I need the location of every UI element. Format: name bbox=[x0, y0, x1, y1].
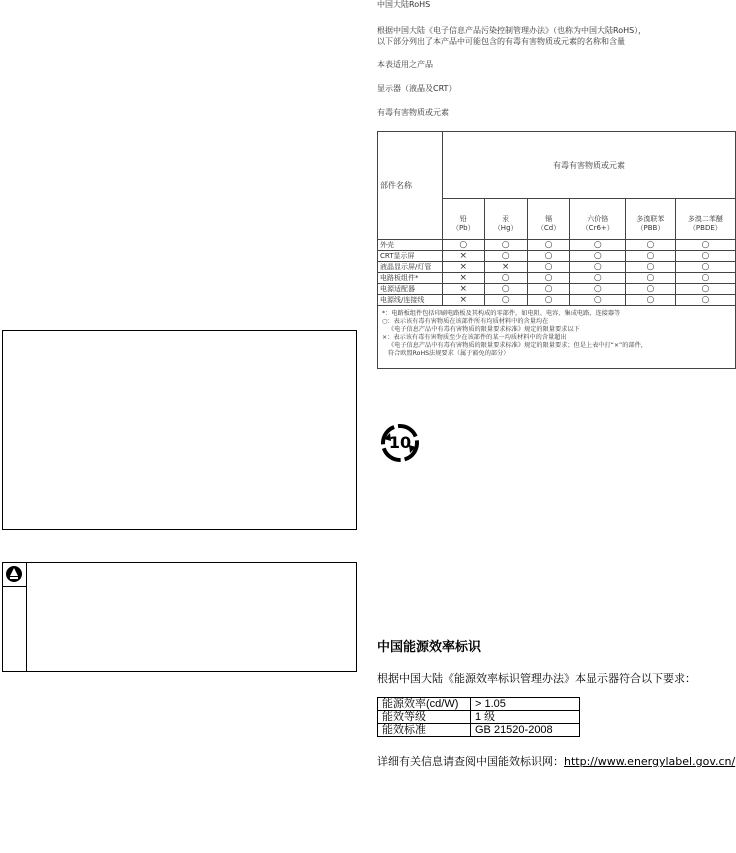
rohs-applies: 本表适用之产品 bbox=[377, 60, 433, 69]
substance-mark: ○ bbox=[570, 273, 626, 284]
rohs-heading: 中国大陆RoHS bbox=[377, 0, 431, 9]
warning-divider bbox=[26, 563, 27, 671]
substance-mark: ○ bbox=[675, 262, 735, 273]
energy-row bbox=[378, 724, 580, 737]
substance-mark: ○ bbox=[527, 295, 570, 306]
empty-box bbox=[2, 330, 357, 530]
substance-mark: ○ bbox=[484, 251, 527, 262]
rohs-intro-line2: 以下部分列出了本产品中可能包含的有毒有害物质或元素的名称和含量 bbox=[377, 37, 625, 46]
substance-mark: ○ bbox=[443, 240, 485, 251]
substance-mark: ○ bbox=[527, 262, 570, 273]
substance-mark: ○ bbox=[570, 295, 626, 306]
part-name: 外壳 bbox=[378, 240, 443, 251]
substance-mark: × bbox=[443, 273, 485, 284]
col-header: 镉 （Cd） bbox=[527, 199, 570, 240]
substance-mark: ○ bbox=[484, 295, 527, 306]
part-name: 电源线/连接线 bbox=[378, 295, 443, 306]
energy-value: GB 21520-2008 bbox=[471, 724, 580, 737]
table-row bbox=[378, 251, 736, 262]
substance-mark: ○ bbox=[527, 240, 570, 251]
table-row bbox=[378, 273, 736, 284]
energy-label: 能效标准 bbox=[378, 724, 471, 737]
group-header: 有毒有害物质或元素 bbox=[443, 132, 736, 199]
col-header: 多溴二苯醚 （PBDE） bbox=[675, 199, 735, 240]
energy-info-text: 详细有关信息请查阅中国能效标识网： bbox=[377, 755, 564, 768]
substance-mark: × bbox=[443, 251, 485, 262]
substance-mark: ○ bbox=[484, 240, 527, 251]
energylabel-link[interactable]: http://www.energylabel.gov.cn/ bbox=[564, 755, 736, 768]
energy-row bbox=[378, 698, 580, 711]
col-header: 汞 （Hg） bbox=[484, 199, 527, 240]
energy-title: 中国能源效率标识 bbox=[377, 640, 482, 655]
part-name: CRT显示屏 bbox=[378, 251, 443, 262]
part-name: 液晶显示屏/灯管 bbox=[378, 262, 443, 273]
part-name: 电源适配器 bbox=[378, 284, 443, 295]
energy-value: 1 级 bbox=[471, 711, 580, 724]
substance-mark: ○ bbox=[484, 284, 527, 295]
table-row bbox=[378, 295, 736, 306]
substance-mark: ○ bbox=[527, 251, 570, 262]
warning-box bbox=[2, 562, 357, 672]
substance-mark: ○ bbox=[484, 273, 527, 284]
substance-mark: ○ bbox=[527, 273, 570, 284]
substance-mark: ○ bbox=[626, 262, 676, 273]
substance-mark: ○ bbox=[675, 273, 735, 284]
rohs-notes: *：电路板组件包括印刷电路板及其构成的零部件，如电阻、电容、集成电路、连接器等 ○：表示该有毒有害物质在该部件所有均质材料中的含量均在 《电子信息产品中有毒有害物质的限量要求标准》规定的限量要求以下 ×：表示该有毒有害物质至少在该部件的某一均质材料中的含量超出 《电子信息产品中有毒有害物质的限量要求标准》规定的限量要求；但是上表中打“×”的部件， 符合欧盟RoHS法规要求（属于豁免的部分） bbox=[378, 306, 736, 369]
rohs-intro-line1: 根据中国大陆《电子信息产品污染控制管理办法》（也称为中国大陆RoHS）， bbox=[377, 26, 647, 35]
table-row bbox=[378, 284, 736, 295]
substance-mark: × bbox=[443, 284, 485, 295]
substance-mark: × bbox=[443, 295, 485, 306]
energy-info bbox=[377, 753, 735, 769]
substance-mark: ○ bbox=[570, 240, 626, 251]
substance-mark: ○ bbox=[527, 284, 570, 295]
substance-mark: ○ bbox=[570, 251, 626, 262]
energy-label: 能效等级 bbox=[378, 711, 471, 724]
col-header: 多溴联苯 （PBB） bbox=[626, 199, 676, 240]
part-name: 电路板组件* bbox=[378, 273, 443, 284]
energy-label: 能源效率(cd/W) bbox=[378, 698, 471, 711]
energy-statement: 根据中国大陆《能源效率标识管理办法》本显示器符合以下要求： bbox=[377, 672, 696, 685]
table-row bbox=[378, 262, 736, 273]
substance-mark: ○ bbox=[626, 295, 676, 306]
substance-mark: ○ bbox=[675, 284, 735, 295]
substance-mark: ○ bbox=[675, 251, 735, 262]
substance-mark: ○ bbox=[626, 251, 676, 262]
substance-mark: ○ bbox=[570, 262, 626, 273]
substance-mark: ○ bbox=[626, 240, 676, 251]
substance-mark: × bbox=[484, 262, 527, 273]
substance-mark: × bbox=[443, 262, 485, 273]
table-row bbox=[378, 240, 736, 251]
energy-value: > 1.05 bbox=[471, 698, 580, 711]
col-header: 六价铬 （Cr6+） bbox=[570, 199, 626, 240]
rohs-table bbox=[377, 131, 736, 369]
rohs-substances: 有毒有害物质或元素 bbox=[377, 108, 449, 117]
energy-table bbox=[377, 697, 580, 737]
substance-mark: ○ bbox=[675, 240, 735, 251]
substance-mark: ○ bbox=[626, 284, 676, 295]
substance-mark: ○ bbox=[570, 284, 626, 295]
warning-icon-cell bbox=[3, 563, 27, 587]
part-header: 部件名称 bbox=[378, 132, 443, 240]
substance-mark: ○ bbox=[626, 273, 676, 284]
epup-logo bbox=[378, 421, 422, 465]
col-header: 铅 （Pb） bbox=[443, 199, 485, 240]
rohs-product: 显示器（液晶及CRT） bbox=[377, 84, 457, 93]
substance-mark: ○ bbox=[675, 295, 735, 306]
philips-shield-icon bbox=[3, 563, 25, 585]
energy-row bbox=[378, 711, 580, 724]
epup-number: 10 bbox=[388, 433, 412, 452]
